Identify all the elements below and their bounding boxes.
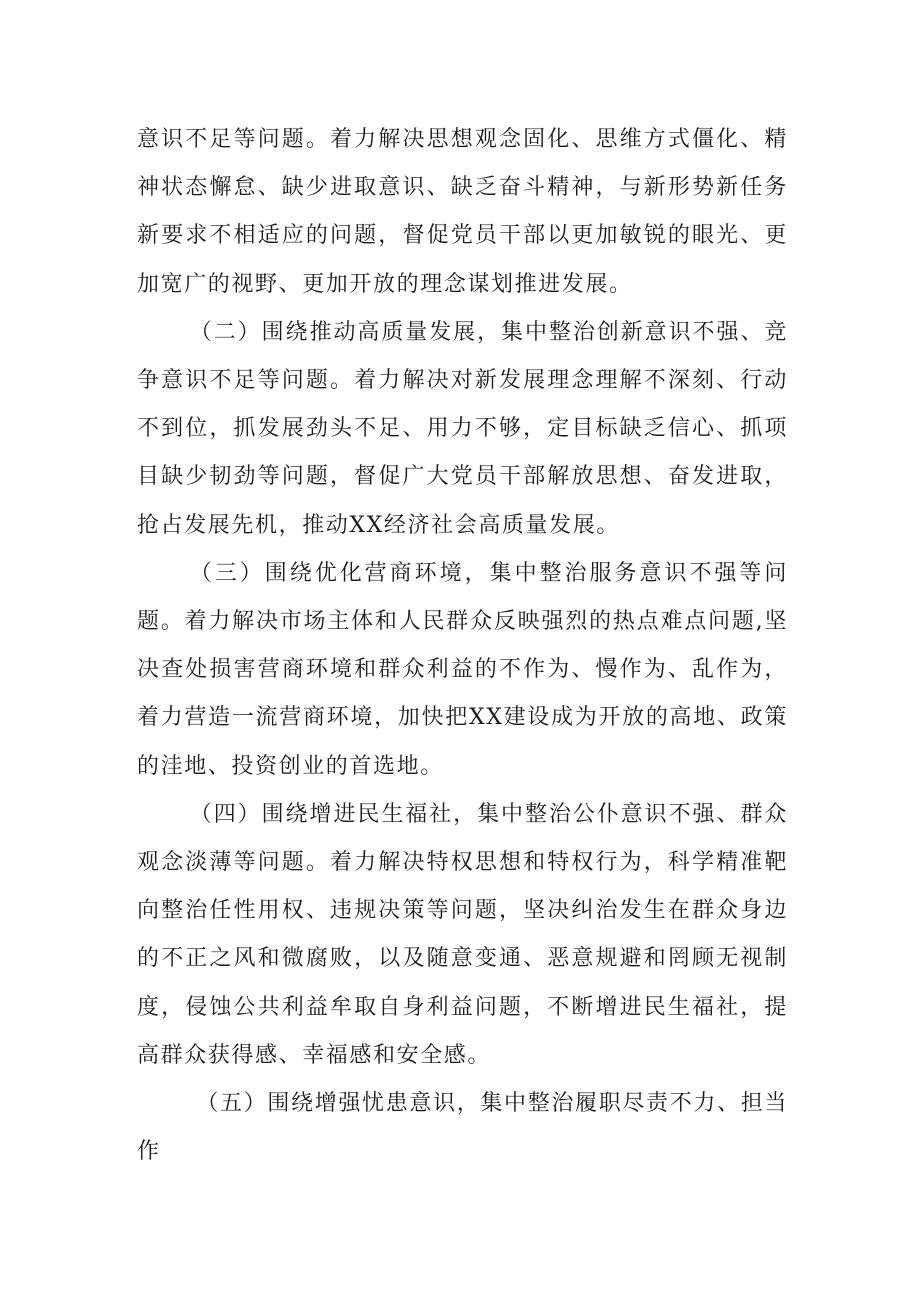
paragraph-1: 意识不足等问题。着力解决思想观念固化、思维方式僵化、精神状态懈怠、缺少进取意识、缺乏奋斗精神，与新形势新任务新要求不相适应的问题，督促党员干部以更加敏锐的眼光、更加宽广的视野、更加开放的理念谋划推进发展。 — [137, 127, 788, 297]
paragraph-4: （四）围绕增进民生福社，集中整治公仆意识不强、群众观念淡薄等问题。着力解决特权思想和特权行为，科学精准靶向整治任性用权、违规决策等问题，坚决纠治发生在群众身边的不正之风和微腐败，以及随意变通、恶意规避和罔顾无视制度，侵蚀公共利益牟取自身利益问题，不断增进民生福社，提高群众获得感、幸福感和安全感。 — [137, 801, 788, 1068]
paragraph-5: （五）围绕增强忧患意识，集中整治履职尽责不力、担当作 — [137, 1091, 788, 1165]
paragraph-2: （二）围绕推动高质量发展，集中整治创新意识不强、竞争意识不足等问题。着力解决对新发展理念理解不深刻、行动不到位，抓发展劲头不足、用力不够，定目标缺乏信心、抓项目缺少韧劲等问题，督促广大党员干部解放思想、奋发进取，抢占发展先机，推动XX经济社会高质量发展。 — [137, 319, 788, 538]
document-body — [137, 116, 788, 1176]
paragraph-3: （三）围绕优化营商环境，集中整治服务意识不强等问题。着力解决市场主体和人民群众反映强烈的热点难点问题,坚决查处损害营商环境和群众利益的不作为、慢作为、乱作为，着力营造一流营商环境，加快把XX建设成为开放的高地、政策的洼地、投资创业的首选地。 — [137, 560, 788, 779]
